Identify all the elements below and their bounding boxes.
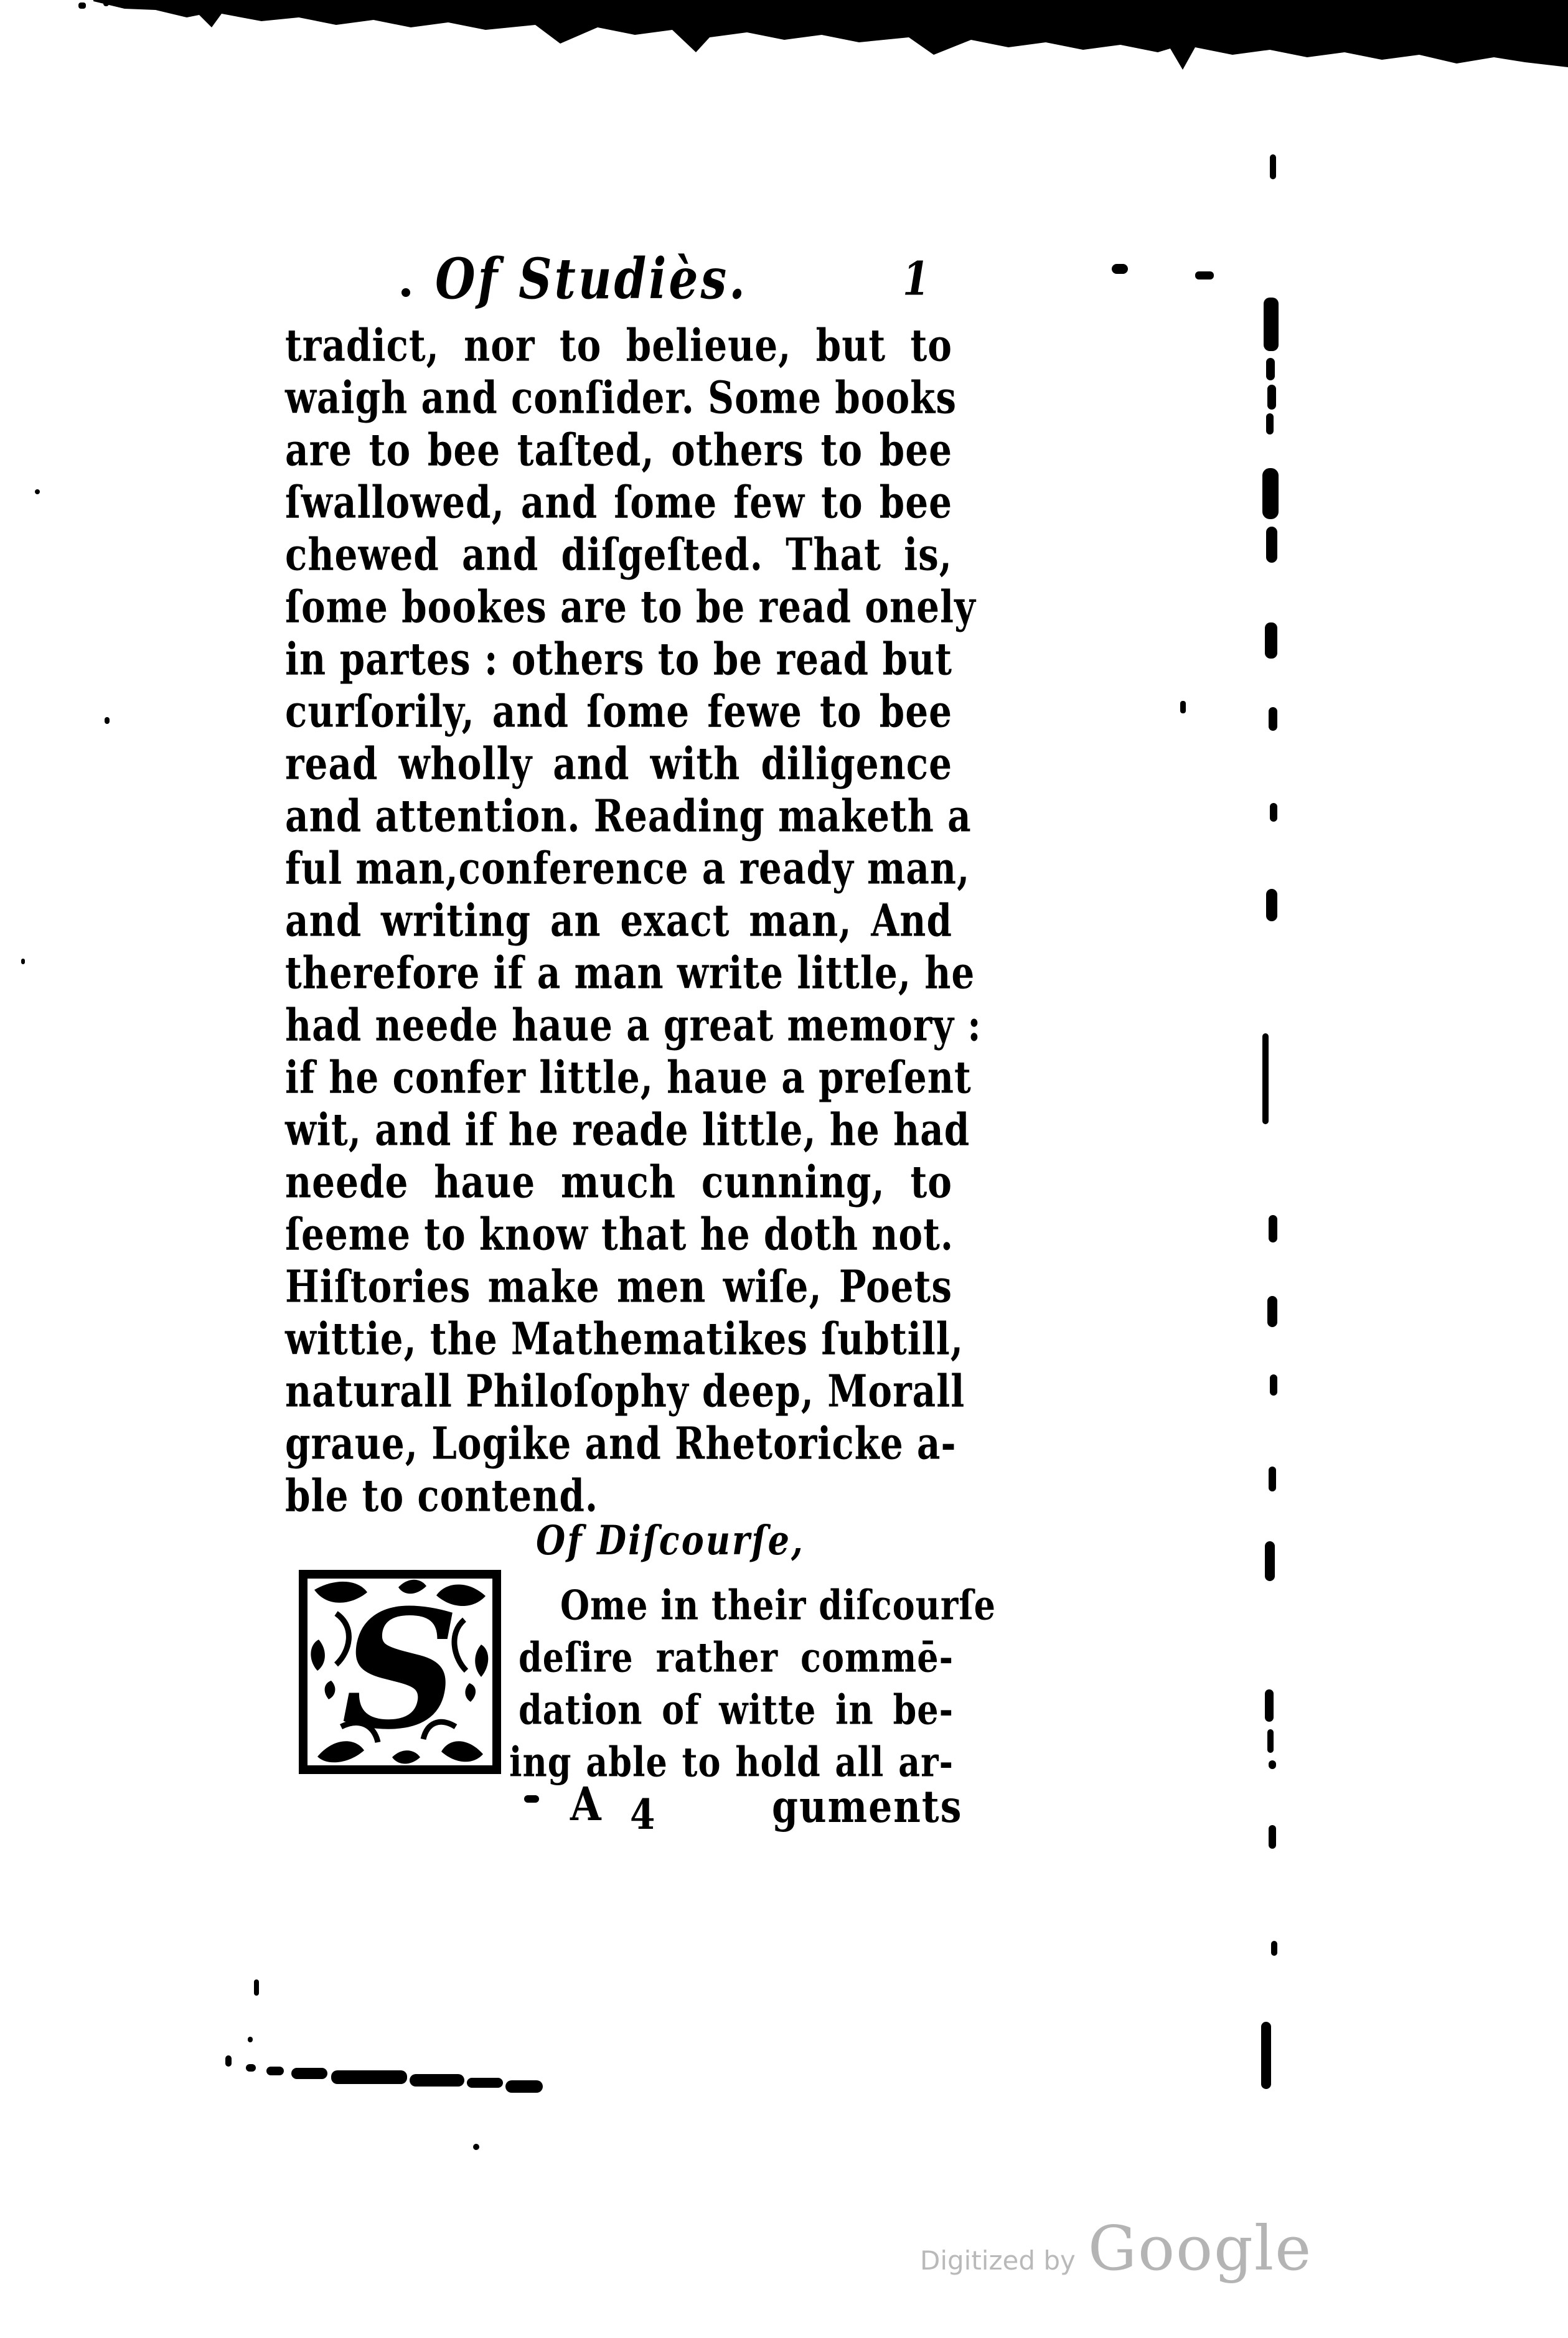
body-line: ſwallowed, and ſome few to bee bbox=[285, 476, 952, 528]
body-line: waigh and conſider. Some books bbox=[285, 372, 957, 424]
body-line: therefore if a man write little, he bbox=[285, 947, 975, 999]
woodcut-initial-box bbox=[299, 1570, 501, 1774]
body-line: if he confer little, haue a preſent bbox=[285, 1051, 972, 1104]
body-line: had neede haue a great memory : bbox=[285, 999, 982, 1051]
body-line: graue, Logike and Rhetoricke a- bbox=[285, 1417, 957, 1470]
catchword: guments bbox=[772, 1782, 963, 1833]
body-line: neede haue much cunning, to bbox=[285, 1156, 952, 1208]
body-line: ful man,conference a ready man, bbox=[285, 842, 970, 894]
body-line: wit, and if he reade little, he had bbox=[285, 1104, 970, 1156]
body-line: ſeeme to know that he doth not. bbox=[285, 1208, 954, 1261]
body-line: Hiſtories make men wiſe, Poets bbox=[285, 1261, 952, 1313]
body-line: read wholly and with diligence bbox=[285, 738, 952, 790]
signature-mark-letter: A bbox=[570, 1778, 601, 1832]
digitization-watermark bbox=[920, 2214, 1312, 2284]
body-line: naturall Philoſophy deep, Morall bbox=[285, 1365, 965, 1417]
body-line: in partes : others to be read but bbox=[285, 633, 952, 685]
google-logo: Google bbox=[1087, 2214, 1313, 2284]
discourse-line: deſire rather commē- bbox=[519, 1633, 954, 1682]
essay-of-studies-text bbox=[285, 314, 982, 1522]
running-head-title: Of Studiès. bbox=[435, 246, 748, 312]
body-line: ble to contend. bbox=[285, 1470, 599, 1522]
body-line: are to bee taſted, others to bee bbox=[285, 424, 952, 476]
body-line: and writing an exact man, And bbox=[285, 894, 952, 947]
body-line: tradict, nor to belieue, but to bbox=[285, 319, 952, 372]
body-line: wittie, the Mathematikes ſubtill, bbox=[285, 1313, 964, 1365]
discourse-line: dation of witte in be- bbox=[519, 1685, 954, 1734]
discourse-line: ing able to hold all ar- bbox=[509, 1737, 954, 1786]
body-line: curſorily, and ſome fewe to bee bbox=[285, 685, 952, 738]
body-line: ſome bookes are to be read onely bbox=[285, 581, 976, 633]
woodcut-initial-art bbox=[299, 1570, 501, 1774]
body-line: chewed and diſgeſted. That is, bbox=[285, 528, 952, 581]
body-line: and attention. Reading maketh a bbox=[285, 790, 972, 842]
section-heading-of-discourse: Of Diſcourſe, bbox=[536, 1516, 805, 1564]
drop-cap-letter: S bbox=[341, 1574, 459, 1765]
discourse-line: Ome in their diſcourſe bbox=[560, 1580, 996, 1630]
page-number: 1 bbox=[903, 251, 930, 306]
watermark-prefix-text: Digitized by bbox=[920, 2245, 1076, 2276]
signature-mark-number: 4 bbox=[630, 1790, 655, 1839]
